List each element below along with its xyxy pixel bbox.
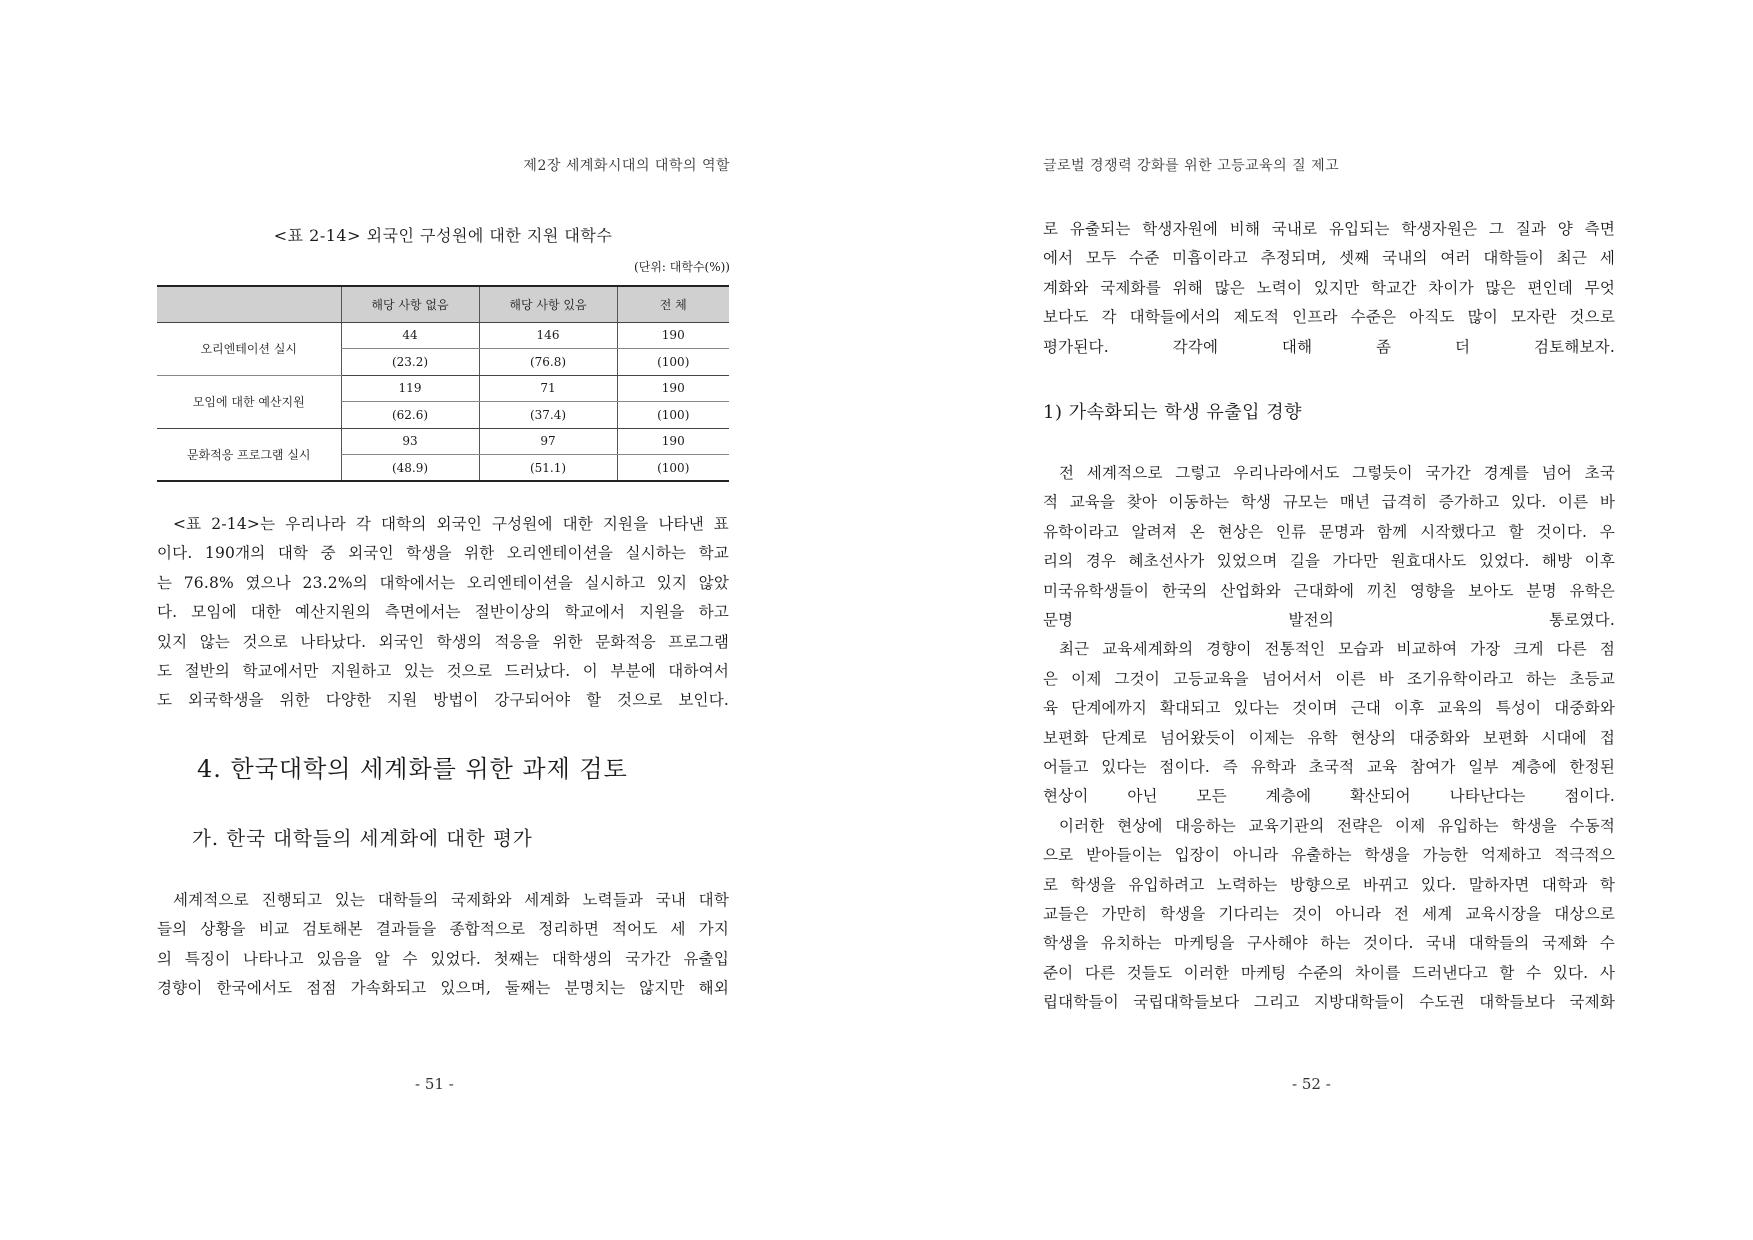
table-caption: <표 2-14> 외국인 구성원에 대한 지원 대학수 [273,226,613,245]
left-page [0,0,876,1240]
table-cell: (62.6) [341,402,479,429]
text-line: 최근 교육세계화의 경향이 전통적인 모습과 비교하여 가장 크게 다른 점 [1059,640,1615,659]
text-line: 으로 받아들이는 입장이 아니라 유출하는 학생을 가능한 억제하고 적극적으 [1043,846,1615,865]
text-line: 이다. 190개의 대학 중 외국인 학생을 위한 오리엔테이션을 실시하는 학교 [157,544,729,563]
table-row [157,375,729,402]
paragraph-continued [1043,215,1615,362]
table-row [157,322,729,349]
paragraph-student-flow [1043,459,1615,1017]
table-cell: 190 [617,375,729,402]
text-line: 교들은 가만히 학생을 기다리는 것이 아니라 전 세계 교육시장을 대상으로 [1043,904,1615,923]
table-cell: 119 [341,375,479,402]
table-cell: (23.2) [341,349,479,376]
table-row-label: 문화적응 프로그램 실시 [157,428,341,481]
table-cell: (100) [617,349,729,376]
text-line: 유학이라고 알려져 온 현상은 인류 문명과 함께 시작했다고 할 것이다. 우 [1043,522,1615,541]
subsection-heading: 1) 가속화되는 학생 유출입 경향 [1043,402,1303,423]
text-line: 다. 모임에 대한 예산지원의 측면에서는 절반이상의 학교에서 지원을 하고 [157,603,729,622]
text-line: 문명 발전의 통로였다. [1043,610,1615,629]
table-header-row [157,286,729,322]
table-cell: 97 [479,428,617,455]
table-cell: 71 [479,375,617,402]
page-number-right: - 52 - [1292,1075,1331,1093]
table-header-cell [157,286,341,322]
table-row-label: 오리엔테이션 실시 [157,322,341,375]
text-line: 로 유출되는 학생자원에 비해 국내로 유입되는 학생자원은 그 질과 양 측면 [1043,220,1615,238]
section-heading: 4. 한국대학의 세계화를 위한 과제 검토 [197,755,628,783]
text-line: 육 단계에까지 확대되고 있다는 것이며 근대 이후 교육의 특성이 대중화와 [1043,699,1615,718]
text-line: 립대학들이 국립대학들보다 그리고 지방대학들이 수도권 대학들보다 국제화 [1043,993,1615,1012]
text-line: 세계적으로 진행되고 있는 대학들의 국제화와 세계화 노력들과 국내 대학 [173,891,729,909]
table-cell: 93 [341,428,479,455]
paragraph-table-summary [157,510,729,716]
text-line: 전 세계적으로 그렇고 우리나라에서도 그렇듯이 국가간 경계를 넘어 초국 [1059,464,1615,482]
text-line: 적 교육을 찾아 이동하는 학생 규모는 매년 급격히 증가하고 있다. 이른 바 [1043,493,1615,512]
text-line: 에서 모두 수준 미흡이라고 추정되며, 셋째 국내의 여러 대학들이 최근 세 [1043,249,1615,268]
table-cell: 190 [617,322,729,349]
text-line: <표 2-14>는 우리나라 각 대학의 외국인 구성원에 대한 지원을 나타낸 표 [173,515,729,533]
table-cell: (100) [617,402,729,429]
table-row-label: 모임에 대한 예산지원 [157,375,341,428]
table-cell: 190 [617,428,729,455]
text-line: 이러한 현상에 대응하는 교육기관의 전략은 이제 유입하는 학생을 수동적 [1059,816,1615,835]
sub-heading: 가. 한국 대학들의 세계화에 대한 평가 [192,827,533,850]
text-line: 계화와 국제화를 위해 많은 노력이 있지만 학교간 차이가 많은 편인데 무엇 [1043,278,1615,297]
running-header-right: 글로벌 경쟁력 강화를 위한 고등교육의 질 제고 [1043,158,1340,174]
text-line: 어들고 있다는 점이다. 즉 유학과 초국적 교육 참여가 일부 계층에 한정된 [1043,757,1615,776]
table-cell: (76.8) [479,349,617,376]
table-header-cell: 해당 사항 없음 [341,286,479,322]
table-header-cell: 해당 사항 있음 [479,286,617,322]
support-table [157,285,729,482]
text-line: 경향이 한국에서도 점점 가속화되고 있으며, 둘째는 분명치는 않지만 해외 [157,979,729,998]
text-line: 학생을 유치하는 마케팅을 구사해야 하는 것이다. 국내 대학들의 국제화 수 [1043,934,1615,953]
text-line: 도 절반의 학교에서만 지원하고 있는 것으로 드러났다. 이 부분에 대하여서 [157,661,729,680]
table-cell: (51.1) [479,455,617,482]
text-line: 는 76.8% 였으나 23.2%의 대학에서는 오리엔테이션을 실시하고 있지 않았 [157,573,729,592]
text-line: 도 외국학생을 위한 다양한 지원 방법이 강구되어야 할 것으로 보인다. [157,691,729,710]
table-row [157,428,729,455]
text-line: 보편화 단계로 넘어왔듯이 이제는 유학 현상의 대중화와 보편화 시대에 접 [1043,728,1615,747]
page-number-left: - 51 - [415,1075,454,1093]
paragraph-evaluation [157,886,729,1004]
text-line: 평가된다. 각각에 대해 좀 더 검토해보자. [1043,337,1615,356]
text-line: 현상이 아닌 모든 계층에 확산되어 나타난다는 점이다. [1043,787,1615,806]
right-page [877,0,1753,1240]
table-cell: 146 [479,322,617,349]
text-line: 은 이제 그것이 고등교육을 넘어서서 이른 바 조기유학이라고 하는 초등교 [1043,669,1615,688]
table-cell: (48.9) [341,455,479,482]
table-unit: (단위: 대학수(%)) [634,260,730,274]
text-line: 로 학생을 유입하려고 노력하는 방향으로 바뀌고 있다. 말하자면 대학과 학 [1043,875,1615,894]
text-line: 리의 경우 혜초선사가 있었으며 길을 가다만 원효대사도 있었다. 해방 이후 [1043,552,1615,571]
text-line: 보다도 각 대학들에서의 제도적 인프라 수준은 아직도 많이 모자란 것으로 [1043,308,1615,327]
table-cell: (37.4) [479,402,617,429]
table-cell: 44 [341,322,479,349]
text-line: 있지 않는 것으로 나타났다. 외국인 학생의 적응을 위한 문화적응 프로그램 [157,632,729,651]
text-line: 준이 다른 것들도 이러한 마케팅 수준의 차이를 드러낸다고 할 수 있다. 사 [1043,963,1615,982]
text-line: 의 특징이 나타나고 있음을 알 수 있었다. 첫째는 대학생의 국가간 유출입 [157,949,729,968]
table-cell: (100) [617,455,729,482]
text-line: 들의 상황을 비교 검토해본 결과들을 종합적으로 정리하면 적어도 세 가지 [157,920,729,939]
running-header-left: 제2장 세계화시대의 대학의 역할 [523,158,730,174]
text-line: 미국유학생들이 한국의 산업화와 근대화에 끼친 영향을 보아도 분명 유학은 [1043,581,1615,600]
table-header-cell: 전 체 [617,286,729,322]
